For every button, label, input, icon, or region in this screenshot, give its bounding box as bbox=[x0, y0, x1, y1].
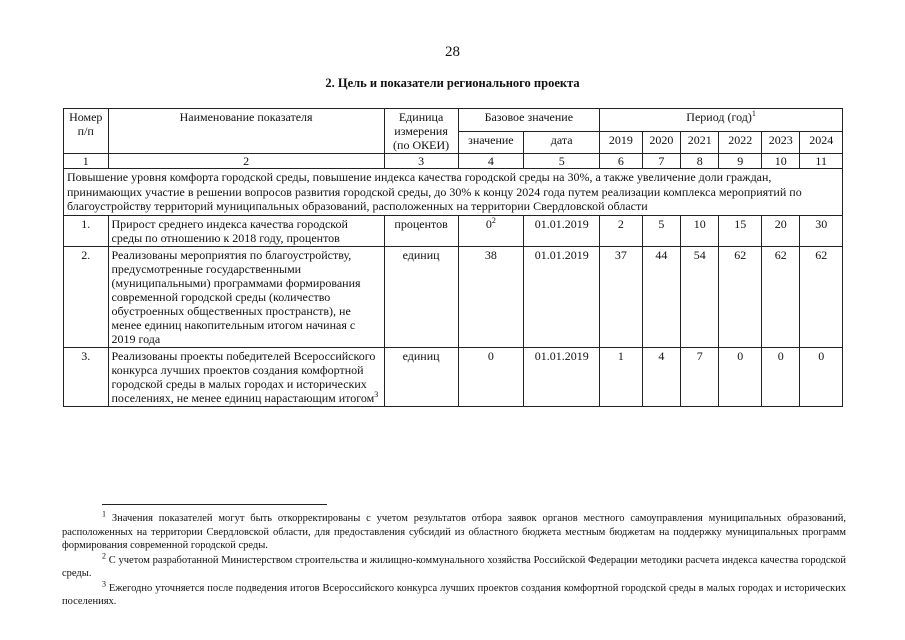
row-name-cell bbox=[108, 347, 384, 406]
footnote-mark: 3 bbox=[102, 579, 106, 588]
row-num: 1. bbox=[64, 215, 109, 246]
row-num: 2. bbox=[64, 246, 109, 347]
col-number: 11 bbox=[800, 154, 843, 169]
row-unit: единиц bbox=[384, 246, 458, 347]
column-numbers-row bbox=[64, 154, 843, 169]
row-year-value: 62 bbox=[761, 246, 799, 347]
header-period bbox=[600, 109, 843, 132]
header-base: Базовое значение bbox=[458, 109, 600, 132]
header-year: 2020 bbox=[642, 131, 680, 154]
header-year: 2024 bbox=[800, 131, 843, 154]
row-year-value: 2 bbox=[600, 215, 642, 246]
header-year: 2022 bbox=[719, 131, 761, 154]
row-base-date: 01.01.2019 bbox=[524, 246, 600, 347]
col-number: 3 bbox=[384, 154, 458, 169]
col-number: 4 bbox=[458, 154, 524, 169]
row-year-value: 1 bbox=[600, 347, 642, 406]
header-base-date: дата bbox=[524, 131, 600, 154]
row-num: 3. bbox=[64, 347, 109, 406]
row-base-value bbox=[458, 215, 524, 246]
footnote bbox=[62, 509, 846, 553]
row-year-value: 10 bbox=[681, 215, 719, 246]
col-number: 7 bbox=[642, 154, 680, 169]
footnote-text: Ежегодно уточняется после подведения итогов Всероссийского конкурса лучших проектов создания комфортной городской среды в малых городах и исторических поселениях. bbox=[62, 582, 846, 607]
col-number: 1 bbox=[64, 154, 109, 169]
row-name: Реализованы мероприятия по благоустройству, предусмотренные государственными (муниципальными) программами формирования современной городской среды (количество обустроенных общественных пространств), не менее единиц накопительным итогом начиная с 2019 года bbox=[108, 246, 384, 347]
row-year-value: 7 bbox=[681, 347, 719, 406]
table-row bbox=[64, 347, 843, 406]
header-unit: Единица измерения (по ОКЕИ) bbox=[384, 109, 458, 154]
header-period-sup: 1 bbox=[751, 109, 756, 118]
row-year-value: 0 bbox=[800, 347, 843, 406]
col-number: 2 bbox=[108, 154, 384, 169]
row-year-value: 62 bbox=[800, 246, 843, 347]
page-number: 28 bbox=[445, 44, 460, 60]
footnote bbox=[62, 579, 846, 609]
header-period-label: Период (год) bbox=[686, 110, 752, 124]
row-name: Реализованы проекты победителей Всероссийского конкурса лучших проектов создания комфортной городской среды в малых городах и исторических поселениях, не менее единиц нарастающим итогом bbox=[111, 348, 376, 405]
header-year: 2021 bbox=[681, 131, 719, 154]
col-number: 9 bbox=[719, 154, 761, 169]
row-unit: процентов bbox=[384, 215, 458, 246]
col-number: 6 bbox=[600, 154, 642, 169]
footnote-divider bbox=[102, 504, 327, 505]
row-year-value: 20 bbox=[761, 215, 799, 246]
row-year-value: 15 bbox=[719, 215, 761, 246]
footnotes bbox=[62, 509, 847, 610]
base-value-sup: 2 bbox=[491, 215, 496, 225]
row-base-date: 01.01.2019 bbox=[524, 347, 600, 406]
row-year-value: 30 bbox=[800, 215, 843, 246]
header-year: 2019 bbox=[600, 131, 642, 154]
row-year-value: 5 bbox=[642, 215, 680, 246]
table-row bbox=[64, 246, 843, 347]
row-year-value: 0 bbox=[761, 347, 799, 406]
row-year-value: 62 bbox=[719, 246, 761, 347]
footnote-mark: 2 bbox=[102, 551, 106, 560]
table-row bbox=[64, 215, 843, 246]
col-number: 10 bbox=[761, 154, 799, 169]
row-year-value: 37 bbox=[600, 246, 642, 347]
row-unit: единиц bbox=[384, 347, 458, 406]
row-year-value: 54 bbox=[681, 246, 719, 347]
header-num: Номер п/п bbox=[64, 109, 109, 154]
footnote-text: Значения показателей могут быть откорректированы с учетом результатов отбора заявок органов местного самоуправления муниципальных образований, расположенных на территории Свердловской области, для предоставления субсидий из областного бюджета местным бюджетам на поддержку муниципальных программ формирования современной городской среды. bbox=[62, 513, 846, 551]
section-title: 2. Цель и показатели регионального проекта bbox=[325, 76, 580, 90]
col-number: 5 bbox=[524, 154, 600, 169]
row-base-value: 0 bbox=[458, 347, 524, 406]
header-year: 2023 bbox=[761, 131, 799, 154]
indicators-table bbox=[63, 108, 843, 407]
row-base-value: 38 bbox=[458, 246, 524, 347]
footnote-text: С учетом разработанной Министерством строительства и жилищно-коммунального хозяйства Российской Федерации методики расчета индекса качества городской среды. bbox=[62, 554, 847, 579]
row-year-value: 44 bbox=[642, 246, 680, 347]
base-value-text: 0 bbox=[485, 216, 492, 231]
goal-row bbox=[64, 169, 843, 216]
header-base-value: значение bbox=[458, 131, 524, 154]
goal-text: Повышение уровня комфорта городской среды, повышение индекса качества городской среды на 30%, а также увеличение доли граждан, принимающих участие в решении вопросов развития городской среды, до 30% к концу 2024 года путем реализации комплекса мероприятий по благоустройству территорий муниципальных образований, расположенных на территории Свердловской области bbox=[64, 169, 843, 216]
row-base-date: 01.01.2019 bbox=[524, 215, 600, 246]
footnote bbox=[62, 551, 847, 581]
col-number: 8 bbox=[681, 154, 719, 169]
footnote-mark: 1 bbox=[102, 509, 106, 519]
header-row-1 bbox=[64, 109, 843, 132]
header-name: Наименование показателя bbox=[108, 109, 384, 154]
row-year-value: 4 bbox=[642, 347, 680, 406]
row-name-sup: 3 bbox=[374, 389, 379, 399]
row-year-value: 0 bbox=[719, 347, 761, 406]
row-name: Прирост среднего индекса качества городской среды по отношению к 2018 году, процентов bbox=[108, 215, 384, 246]
